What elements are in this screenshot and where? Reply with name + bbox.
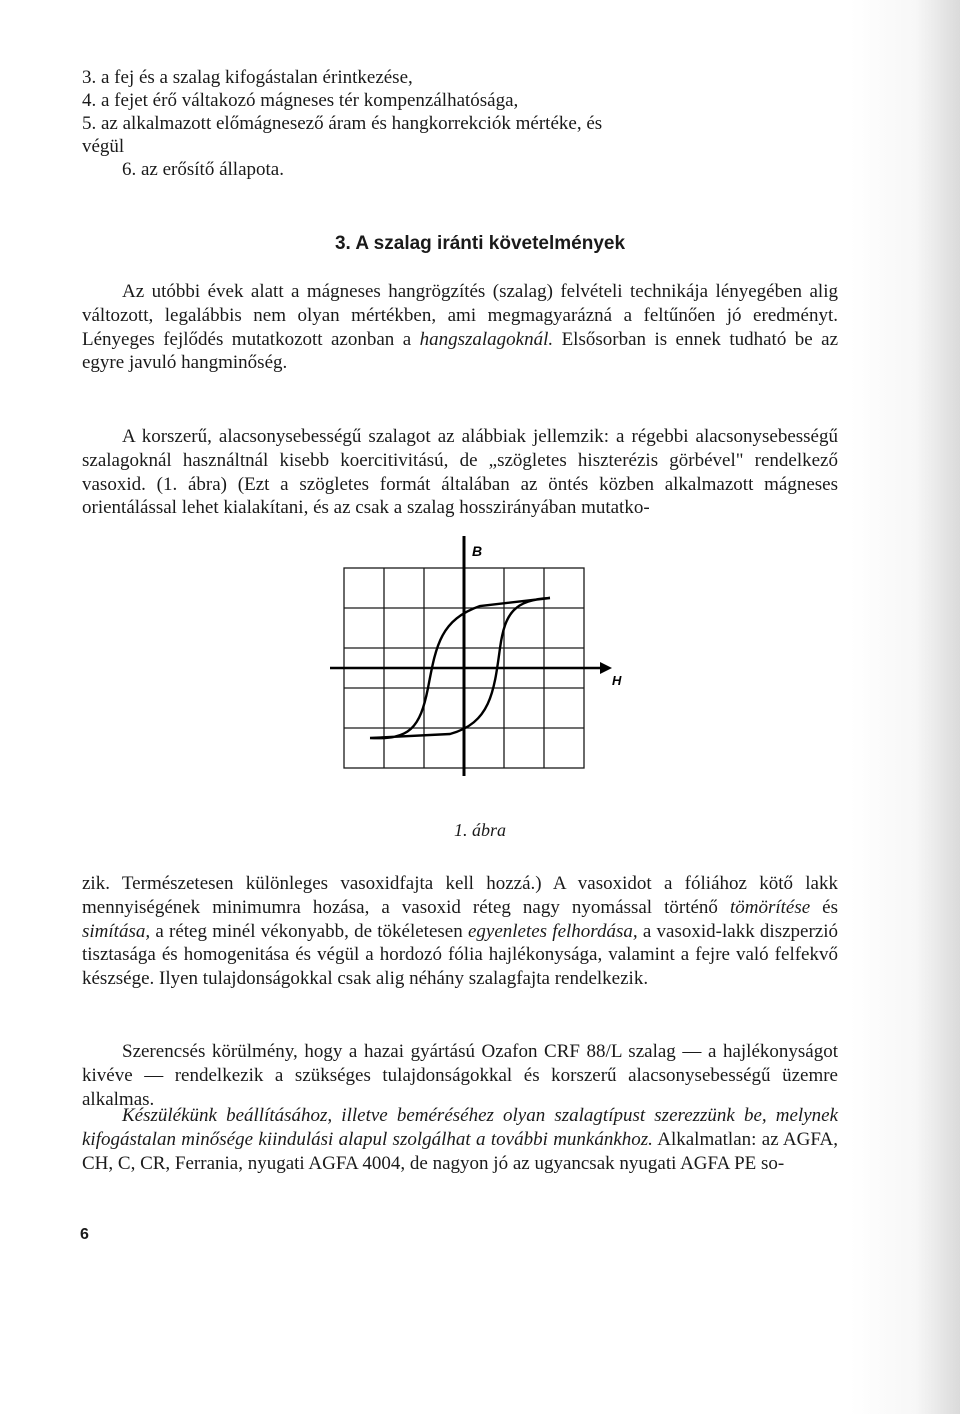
paragraph-italic: Készülékünk beállításához, illetve beméréséhez olyan szalagtípust szerezzünk be, melynek kifogástalan minősége kiindulási alapul szolgálhat a további munkánkhoz. [82, 1105, 838, 1150]
paragraph-4: Szerencsés körülmény, hogy a hazai gyártású Ozafon CRF 88/L szalag — a hajlékonyságot kivéve — rendelkezik a szükséges tulajdonságokkal és korszerű alacsonysebességű üzemre alkalmas. [82, 1041, 838, 1110]
paragraph-text: a vasoxid-lakk diszperzió tisztasága és homogenitása és végül a hordozó fólia hajlékonysága, valamint a fejre való felfekvő készsége. Ilyen tulajdonságokkal csak alig néhány szalagfajta rendelkezik. [82, 920, 839, 990]
paragraph-text: a réteg minél vékonyabb, de tökéletesen [150, 920, 468, 942]
figure-caption: 1. ábra [453, 820, 506, 840]
paragraph-italic: hangszalagoknál. [419, 328, 554, 350]
section-heading: 3. A szalag iránti követelmények [334, 233, 626, 254]
paragraph-text: Alkalmatlan: az AGFA, CH, C, CR, Ferrania, nyugati AGFA 4004, de nagyon jó az ugyancsak nyugati AGFA PE so- [82, 1128, 838, 1174]
list-item: 3. a fej és a szalag kifogástalan érintkezése, [82, 67, 413, 88]
paragraph-text: Az utóbbi évek alatt a mágneses hangrögzítés (szalag) felvételi technikája lényegében alig változott, legalábbis nem olyan mértékben, ami megmagyarázná a feltűnően jó eredményt. Lényeges fejlődés mutatkozott azonban a [82, 281, 838, 350]
paragraph-3 [82, 872, 838, 991]
page-number: 6 [80, 1226, 89, 1243]
paragraph-text: Elsősorban is ennek tudható be az egyre javuló hangminőség. [82, 328, 839, 374]
list-item: 4. a fejet érő váltakozó mágneses tér kompenzálhatósága, [82, 90, 519, 111]
paragraph-italic: egyenletes felhordása, [467, 920, 638, 942]
paragraph-italic: tömörítése [729, 896, 811, 918]
numbered-list [82, 66, 852, 181]
page-edge-shadow [850, 0, 960, 1414]
b-axis-label: B [472, 543, 483, 559]
hysteresis-figure [300, 528, 640, 813]
list-item-continuation: végül [82, 136, 125, 157]
h-axis-label: H [612, 673, 622, 688]
hysteresis-diagram [300, 528, 640, 808]
list-item: 6. az erősítő állapota. [122, 159, 284, 180]
paragraph-text: és [810, 896, 839, 918]
paragraph-1 [82, 280, 838, 375]
paragraph-italic: simítása, [82, 920, 151, 942]
paragraph-5 [82, 1104, 838, 1175]
paragraph-text: zik. Természetesen különleges vasoxidfajta kell hozzá.) A vasoxidot a fóliához kötő lakk mennyiségének minimumra hozása, a vasoxid réteg nagy nyomással történő [82, 873, 838, 918]
paragraph-2: A korszerű, alacsonysebességű szalagot az alábbiak jellemzik: a régebbi alacsonysebességű szalagoknál használtnál kisebb koercitivitású, de „szögletes hiszterézis görbével" rendelkező vasoxid. (1. ábra) (Ezt a szögletes formát általában az öntés közben alkalmazott mágneses orientálással lehet kialakítani, és az csak a szalag hosszirányában mutatko- [82, 426, 838, 519]
list-item: 5. az alkalmazott előmágnesező áram és hangkorrekciók mértéke, és [82, 113, 603, 134]
h-axis-arrow [600, 662, 612, 674]
